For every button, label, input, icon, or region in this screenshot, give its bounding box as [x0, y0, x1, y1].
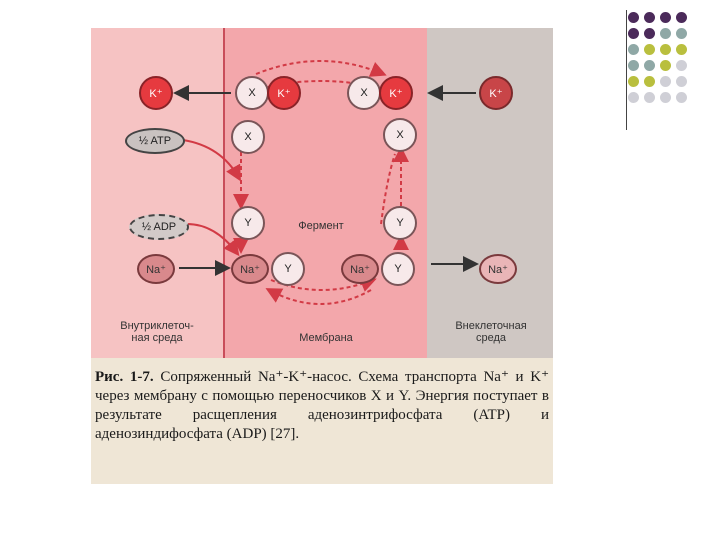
- dot: [660, 76, 671, 87]
- adp-label: ½ ADP: [141, 221, 177, 233]
- dot: [676, 28, 687, 39]
- na-ion-inside: [137, 254, 175, 284]
- k-ion-bound-left: [267, 76, 301, 110]
- dot: [676, 12, 687, 23]
- label-extracellular: Внеклеточная среда: [455, 320, 527, 344]
- label-membrane: Мембрана: [299, 332, 353, 344]
- enzyme-label: Фермент: [298, 220, 344, 232]
- atp-label: ½ ATP: [138, 135, 172, 147]
- dot: [644, 92, 655, 103]
- adp-node: [129, 214, 189, 240]
- caption-text: Сопряженный Na⁺-K⁺-насос. Схема транспорта Na⁺ и K⁺ через мембрану с помощью переносчиков X и Y. Энергия поступает в результате расщепления аденозинтрифосфата (ATP) и аденозиндифосфата (ADP) [27].: [95, 369, 550, 442]
- na-ion-bound-label: Na⁺: [350, 263, 370, 276]
- dot: [628, 12, 639, 23]
- dot: [644, 28, 655, 39]
- k-ion-outside-label: K⁺: [489, 87, 503, 100]
- arrow-bottom-arc-return: [269, 290, 371, 304]
- atp-node: [125, 128, 185, 154]
- carrier-x-mid-right: [383, 118, 417, 152]
- dot: [660, 60, 671, 71]
- arrow-top-arc: [256, 61, 383, 74]
- carrier-y-bottom-right: [381, 252, 415, 286]
- dot: [644, 44, 655, 55]
- k-ion-inside-label: K⁺: [149, 87, 163, 100]
- na-ion-outside: [479, 254, 517, 284]
- carrier-x-top-right: [347, 76, 381, 110]
- dot: [676, 92, 687, 103]
- dot: [660, 92, 671, 103]
- dot: [676, 44, 687, 55]
- carrier-y-label: Y: [394, 263, 402, 275]
- na-ion-bound-left: [231, 254, 269, 284]
- dot: [628, 28, 639, 39]
- decorative-divider: [626, 10, 627, 130]
- dot: [660, 44, 671, 55]
- dot: [628, 60, 639, 71]
- carrier-x-mid-left: [231, 120, 265, 154]
- carrier-y-mid-left: [231, 206, 265, 240]
- carrier-y-label: Y: [396, 217, 404, 229]
- carrier-y-label: Y: [284, 263, 292, 275]
- carrier-y-mid-right: [383, 206, 417, 240]
- carrier-y-label: Y: [244, 217, 252, 229]
- dot: [644, 12, 655, 23]
- na-ion-inside-label: Na⁺: [146, 263, 166, 276]
- k-ion-bound-label: K⁺: [389, 87, 403, 100]
- na-ion-outside-label: Na⁺: [488, 263, 508, 276]
- dot: [628, 92, 639, 103]
- arrow-adp: [187, 224, 237, 253]
- dot: [628, 44, 639, 55]
- carrier-x-label: X: [396, 129, 404, 141]
- carrier-y-bottom-left: [271, 252, 305, 286]
- na-ion-bound-right: [341, 254, 379, 284]
- arrow-atp: [183, 140, 239, 178]
- dot: [660, 28, 671, 39]
- k-ion-inside: [139, 76, 173, 110]
- figure-caption: [95, 368, 549, 444]
- dot: [644, 76, 655, 87]
- dot: [628, 76, 639, 87]
- carrier-x-label: X: [248, 87, 256, 99]
- carrier-x-label: X: [244, 131, 252, 143]
- dot: [660, 12, 671, 23]
- na-ion-bound-label: Na⁺: [240, 263, 260, 276]
- figure-na-k-pump: [91, 28, 553, 484]
- k-ion-bound-right: [379, 76, 413, 110]
- dot: [644, 60, 655, 71]
- dot: [676, 76, 687, 87]
- dot: [676, 60, 687, 71]
- carrier-x-label: X: [360, 87, 368, 99]
- carrier-x-top-left: [235, 76, 269, 110]
- caption-figure-number: Рис. 1-7.: [95, 369, 154, 385]
- label-intracellular: Внутриклеточ- ная среда: [120, 320, 194, 344]
- k-ion-outside: [479, 76, 513, 110]
- k-ion-bound-label: K⁺: [277, 87, 291, 100]
